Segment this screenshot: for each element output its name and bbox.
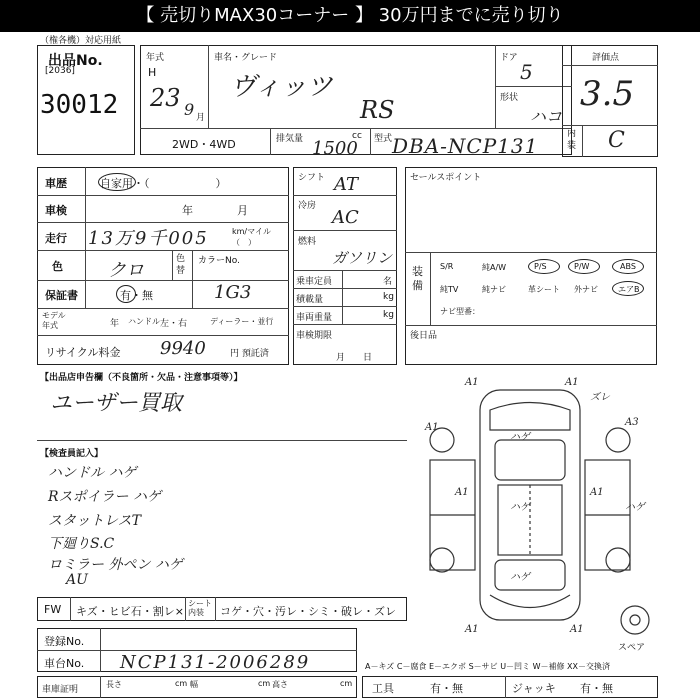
damage-mark: A1: [465, 377, 479, 388]
lot-label: 出品No.: [48, 53, 103, 69]
model-code: DBA-NCP131: [392, 134, 539, 158]
equipment-item: エアB: [618, 285, 640, 294]
inspector-line: スタットレスT: [48, 513, 141, 529]
era: H: [148, 66, 157, 79]
shift-value: AT: [334, 174, 359, 195]
door-label: ドア: [500, 53, 518, 63]
lot-number: 30012: [40, 90, 119, 120]
spare-label: スペア: [618, 643, 646, 653]
score-value: 3.5: [580, 74, 635, 114]
model-year-suffix: 年: [110, 319, 120, 329]
sales-label: セールスポイント: [410, 173, 482, 183]
inspector-line: Rスポイラー ハゲ: [48, 489, 161, 505]
load-label: 積載量: [296, 295, 324, 305]
garage-cert-label: 車庫証明: [42, 685, 79, 695]
dim-label: 高さ: [272, 680, 288, 689]
history-label: 車歴: [45, 177, 67, 190]
load-unit: kg: [383, 292, 394, 302]
chassis-label: 車台No.: [44, 657, 85, 670]
fuel-value: ガソリン: [332, 249, 393, 267]
handle-value: 左・右: [160, 319, 188, 329]
month-suffix: 月: [196, 113, 206, 123]
top-note: （権各機）対応用紙: [40, 36, 122, 46]
tire-rear-left: [430, 548, 454, 572]
chassis-number: NCP131-2006289: [120, 652, 311, 673]
dim-label: 幅: [190, 680, 198, 689]
equipment-item: P/S: [534, 262, 547, 271]
dim-unit: cm: [340, 679, 353, 688]
inspection-units: 年 月: [182, 204, 248, 217]
damage-mark: A1: [455, 487, 469, 498]
registration-label: 登録No.: [44, 635, 85, 648]
displacement-label: 排気量: [276, 134, 304, 144]
history-value: 自家用・（ ）: [100, 177, 227, 190]
equipment-item: 純A/W: [482, 263, 507, 272]
weight-label: 車両重量: [296, 313, 333, 323]
capacity-unit: 名: [383, 277, 393, 287]
equipment-item: 純TV: [440, 285, 459, 294]
color-label: 色: [52, 260, 63, 273]
body-type: ハコ: [530, 107, 563, 126]
displacement: 1500: [312, 138, 358, 159]
front-hood: [490, 403, 570, 431]
weight-unit: kg: [383, 310, 394, 320]
year-value: 23: [150, 84, 181, 112]
windshield: [495, 440, 565, 480]
after-label: 後日品: [410, 331, 438, 341]
inspector-line: ハンドル ハゲ: [48, 465, 137, 481]
valid-units: 月 日: [336, 353, 373, 363]
damage-mark: A1: [565, 377, 579, 388]
shift-label: シフト: [298, 173, 326, 183]
ac-label: 冷房: [298, 201, 317, 211]
seller-label: 【出品店申告欄（不良箇所・欠品・注意事項等）】: [40, 373, 243, 383]
damage-mark: A1: [570, 624, 584, 635]
damage-mark: A1: [465, 624, 479, 635]
seat-value: コゲ・穴・汚レ・シミ・破レ・ズレ: [220, 605, 396, 618]
fuel-label: 燃料: [298, 237, 317, 247]
interior-label: 内装: [567, 129, 577, 151]
damage-mark: ハゲ: [510, 432, 530, 443]
capacity-label: 乗車定員: [296, 277, 333, 287]
recycle-label: リサイクル料金: [45, 346, 121, 359]
dealer-label: ディーラー・並行: [210, 317, 274, 326]
score-label: 評価点: [592, 53, 620, 63]
month-value: 9: [184, 100, 195, 119]
doors: 5: [520, 60, 533, 84]
model-label: 車名・グレード: [214, 53, 278, 63]
damage-mark: ハゲ: [625, 502, 645, 513]
seat-label: シート内装: [188, 599, 212, 617]
car-diagram: [410, 370, 660, 645]
tools-value: 有・無: [430, 682, 463, 695]
displacement-unit: cc: [352, 131, 362, 141]
color-value: クロ: [108, 260, 144, 281]
year-label: 年式: [146, 53, 165, 63]
seller-note: ユーザー買取: [50, 391, 183, 416]
mileage-unit: km/マイル（ ）: [232, 227, 271, 247]
interior-grade: C: [608, 128, 625, 153]
damage-mark: ハゲ: [510, 502, 530, 513]
equipment-item: 外ナビ: [574, 285, 598, 294]
equipment-item: 純ナビ: [482, 285, 506, 294]
recycle-suffix: 円 預託済: [230, 349, 269, 359]
color-no: 1G3: [214, 282, 252, 303]
color-change: 色替: [176, 254, 186, 276]
grade: RS: [360, 96, 395, 124]
equipment-item: P/W: [574, 262, 590, 271]
inspector-line: AU: [66, 572, 88, 588]
spare-tire-hub: [630, 615, 640, 625]
jack-value: 有・無: [580, 682, 613, 695]
jack-label: ジャッキ: [512, 682, 556, 695]
handle-label: ハンドル: [128, 317, 160, 326]
rear-bumper: [490, 595, 570, 608]
equipment-label: 装備: [412, 265, 423, 292]
equipment-item: 革シート: [528, 285, 560, 294]
damage-mark: ハゲ: [510, 572, 530, 583]
legend: A－キズ C－腐食 E－エクボ S－サビ U－凹ミ W－補修 XX－交換済: [365, 662, 611, 671]
warranty-label: 保証書: [45, 289, 78, 302]
damage-mark: A1: [425, 422, 439, 433]
dim-unit: cm: [175, 679, 188, 688]
tools-label: 工具: [372, 682, 394, 695]
spare-tire: [621, 606, 649, 634]
warranty-value: 有・無: [120, 289, 153, 302]
inspection-label: 車検: [45, 204, 67, 217]
damage-mark: ズレ: [590, 392, 610, 403]
dim-label: 長さ: [106, 680, 122, 689]
dim-unit: cm: [258, 679, 271, 688]
damage-mark: A1: [590, 487, 604, 498]
valid-label: 車検期限: [296, 331, 333, 341]
tools-row: [362, 676, 658, 698]
fw-label: FW: [44, 603, 62, 616]
rear-window: [495, 560, 565, 590]
body-label: 形状: [500, 93, 519, 103]
ac-value: AC: [332, 207, 359, 228]
fw-value: キズ・ヒビ石・割レ×: [76, 605, 184, 618]
equipment-item: S/R: [440, 262, 454, 271]
type-label: 型式: [374, 134, 393, 144]
inspector-label: 【検査員記入】: [40, 449, 104, 459]
equipment-item: ABS: [620, 262, 636, 271]
recycle-value: 9940: [160, 338, 206, 359]
auction-badge: [2036]: [45, 66, 75, 76]
inspector-line: 下廻りS.C: [48, 536, 115, 552]
model-year-label: モデル年式: [42, 311, 66, 330]
model-name: ヴィッツ: [230, 72, 333, 102]
damage-mark: A3: [625, 417, 639, 428]
mileage-label: 走行: [45, 232, 67, 245]
banner: 【 売切りMAX30コーナー 】 30万円までに売り切り: [0, 0, 700, 32]
navi-label: ナビ型番：: [440, 307, 480, 316]
tire-front-right: [606, 428, 630, 452]
drive: 2WD・4WD: [172, 138, 236, 151]
color-no-label: カラーNo.: [198, 256, 240, 266]
mileage-value: 13万9千005: [88, 228, 209, 249]
roof: [498, 485, 562, 555]
tire-rear-right: [606, 548, 630, 572]
inspector-line: ロミラー 外ペン ハゲ: [48, 557, 183, 573]
